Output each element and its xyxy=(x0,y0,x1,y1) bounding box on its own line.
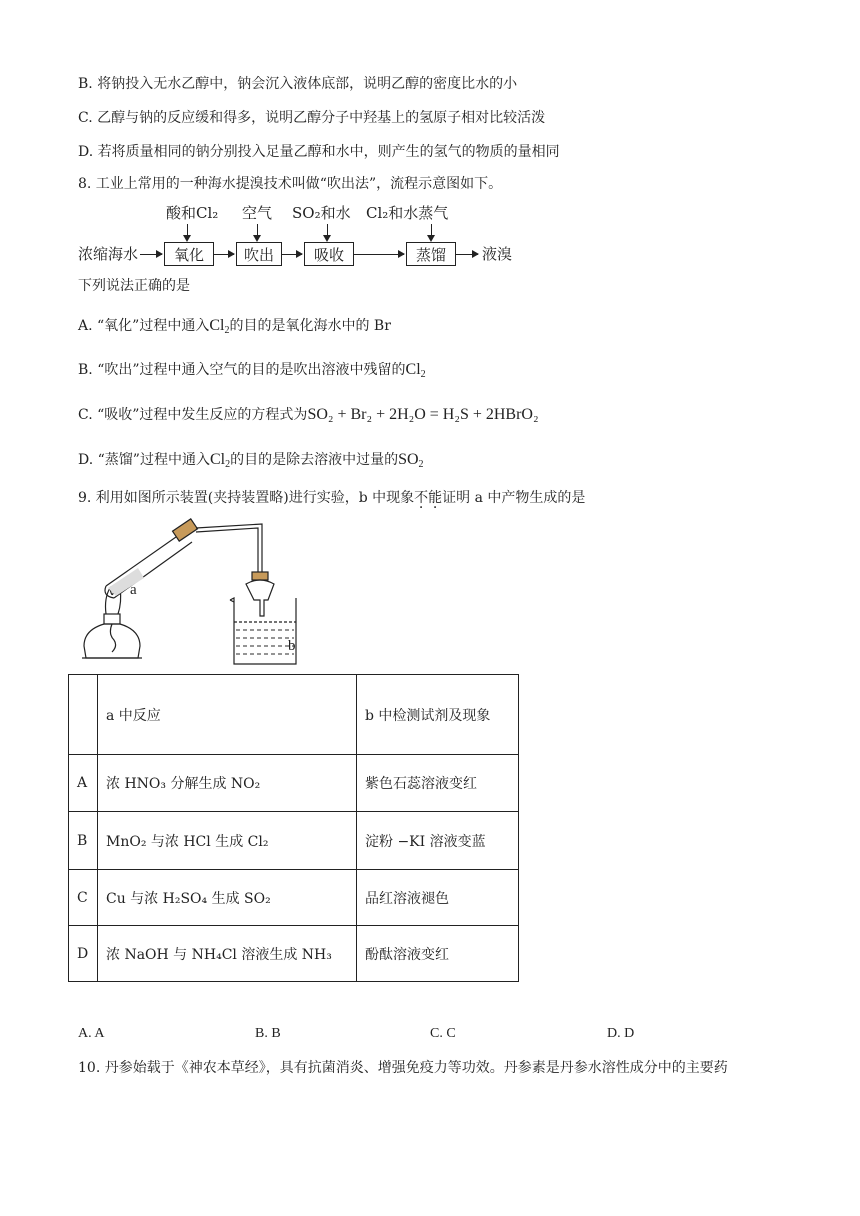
question-8-prompt: 下列说法正确的是 xyxy=(78,278,190,294)
table-header-row xyxy=(69,675,519,755)
beaker-icon xyxy=(230,572,296,664)
experiment-table xyxy=(68,674,519,982)
alcohol-lamp-icon xyxy=(82,588,142,658)
table-header-blank xyxy=(69,675,98,755)
row-label: C xyxy=(69,870,98,926)
label-b: b xyxy=(288,638,296,654)
row-detect: 品红溶液褪色 xyxy=(357,870,519,926)
row-reaction: MnO₂ 与浓 HCl 生成 Cl₂ xyxy=(98,812,357,870)
row-reaction: 浓 HNO₃ 分解生成 NO₂ xyxy=(98,755,357,812)
table-row xyxy=(69,812,519,870)
table-header-detect: b 中检测试剂及现象 xyxy=(357,675,519,755)
row-label: B xyxy=(69,812,98,870)
option-8c: C. “吸收”过程中发生反应的方程式为SO₂ + Br₂ + 2H₂O = H₂S + 2HBrO₂ xyxy=(78,406,539,423)
row-detect: 酚酞溶液变红 xyxy=(357,926,519,982)
answer-c[interactable]: C. C xyxy=(430,1026,456,1041)
row-label: A xyxy=(69,755,98,812)
row-label: D xyxy=(69,926,98,982)
flow-input-3: SO₂和水 xyxy=(292,204,351,222)
table-row xyxy=(69,926,519,982)
test-tube-icon xyxy=(105,519,197,598)
flow-input-1: 酸和Cl₂ xyxy=(166,204,219,222)
question-8: 8. 工业上常用的一种海水提溴技术叫做“吹出法”，流程示意图如下。 xyxy=(78,176,503,192)
option-8a: A. “氧化”过程中通入$Cl_2$的目的是氧化海水中的 Br xyxy=(78,317,391,336)
table-row xyxy=(69,870,519,926)
row-detect: 淀粉 −KI 溶液变蓝 xyxy=(357,812,519,870)
option-7b: B. 将钠投入无水乙醇中，钠会沉入液体底部，说明乙醇的密度比水的小 xyxy=(78,76,518,92)
answer-d[interactable]: D. D xyxy=(607,1026,635,1041)
flow-start: 浓缩海水 xyxy=(78,245,139,263)
row-reaction: 浓 NaOH 与 NH₄Cl 溶液生成 NH₃ xyxy=(98,926,357,982)
flow-step-distill: 蒸馏 xyxy=(406,242,456,266)
answer-a[interactable]: A. A xyxy=(78,1026,105,1041)
equation-8c: SO₂ + Br₂ + 2H₂O = H₂S + 2HBrO₂ xyxy=(307,406,539,423)
apparatus-figure xyxy=(74,518,334,670)
answer-b[interactable]: B. B xyxy=(255,1026,281,1041)
flow-input-4: Cl₂和水蒸气 xyxy=(366,204,449,222)
flow-end: 液溴 xyxy=(482,245,513,263)
row-reaction: Cu 与浓 H₂SO₄ 生成 SO₂ xyxy=(98,870,357,926)
option-7d: D. 若将质量相同的钠分别投入足量乙醇和水中，则产生的氢气的物质的量相同 xyxy=(78,144,560,160)
table-row xyxy=(69,755,519,812)
flow-step-blow: 吹出 xyxy=(236,242,282,266)
flow-input-2: 空气 xyxy=(242,204,273,222)
delivery-tube-icon xyxy=(196,524,262,572)
question-9: 9. 利用如图所示装置(夹持装置略)进行实验，b 中现象不能证明 a 中产物生成的是 xyxy=(78,490,586,506)
option-8b: B. “吹出”过程中通入空气的目的是吹出溶液中残留的$Cl_2$ xyxy=(78,361,426,380)
flow-diagram xyxy=(78,202,518,272)
flow-step-oxidize: 氧化 xyxy=(164,242,214,266)
option-7c: C. 乙醇与钠的反应缓和得多，说明乙醇分子中羟基上的氢原子相对比较活泼 xyxy=(78,110,546,126)
option-8d: D. “蒸馏”过程中通入$Cl_2$的目的是除去溶液中过量的$SO_2$ xyxy=(78,451,424,470)
label-a: a xyxy=(130,582,137,598)
row-detect: 紫色石蕊溶液变红 xyxy=(357,755,519,812)
question-10: 10. 丹参始载于《神农本草经》，具有抗菌消炎、增强免疫力等功效。丹参素是丹参水溶性成分中的主要药 xyxy=(78,1060,728,1076)
table-header-reaction: a 中反应 xyxy=(98,675,357,755)
flow-step-absorb: 吸收 xyxy=(304,242,354,266)
